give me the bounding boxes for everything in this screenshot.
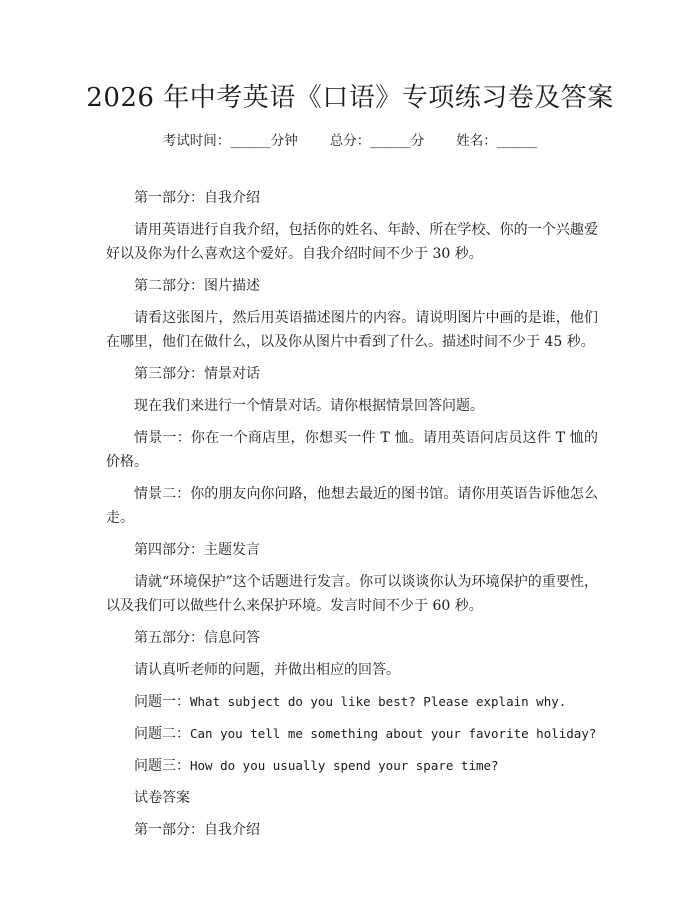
answers-heading: 试卷答案 <box>134 790 190 806</box>
part2-heading: 第二部分：图片描述 <box>134 278 260 294</box>
name-blank: ______ <box>496 133 538 149</box>
part4-text: 请就“环境保护”这个话题进行发言。你可以谈谈你认为环境保护的重要性，以及我们可以做些什么来保护环境。发言时间不少于 60 秒。 <box>106 574 598 614</box>
part2-text: 请看这张图片，然后用英语描述图片的内容。请说明图片中画的是谁，他们在哪里，他们在做什么，以及你从图片中看到了什么。描述时间不少于 45 秒。 <box>106 310 598 350</box>
name-label: 姓名： <box>456 133 497 149</box>
question-3-text: How do you usually spend your spare time? <box>190 758 499 773</box>
score-label: 总分： <box>329 133 371 149</box>
question-2 <box>106 722 598 746</box>
part3-scenario-1: 情景一：你在一个商店里，你想买一件 T 恤。请用英语问店员这件 T 恤的价格。 <box>106 430 598 470</box>
part3-intro: 现在我们来进行一个情景对话。请你根据情景回答问题。 <box>134 398 484 414</box>
question-3-label: 问题三： <box>134 758 190 774</box>
part4-heading: 第四部分：主题发言 <box>134 542 260 558</box>
part1-heading: 第一部分：自我介绍 <box>134 190 260 206</box>
score-blank: ______ <box>370 133 411 149</box>
part3-heading: 第三部分：情景对话 <box>134 366 260 382</box>
part3-scenario-2: 情景二：你的朋友向你问路，他想去最近的图书馆。请你用英语告诉他怎么走。 <box>106 486 598 526</box>
question-1 <box>106 690 598 714</box>
question-2-label: 问题二： <box>134 726 190 742</box>
exam-info-line <box>0 131 700 151</box>
question-1-text: What subject do you like best? Please explain why. <box>190 694 567 709</box>
score-unit: 分 <box>410 133 425 149</box>
answers-part1-heading: 第一部分：自我介绍 <box>134 822 260 838</box>
question-3 <box>106 754 598 778</box>
time-label: 考试时间： <box>162 133 231 149</box>
part5-intro: 请认真听老师的问题，并做出相应的回答。 <box>134 662 400 678</box>
question-1-label: 问题一： <box>134 694 190 710</box>
document-body <box>106 186 598 850</box>
time-unit: 分钟 <box>270 133 298 149</box>
part5-heading: 第五部分：信息问答 <box>134 630 260 646</box>
part1-text: 请用英语进行自我介绍，包括你的姓名、年龄、所在学校、你的一个兴趣爱好以及你为什么喜欢这个爱好。自我介绍时间不少于 30 秒。 <box>106 222 598 262</box>
page-title: 2026 年中考英语《口语》专项练习卷及答案 <box>86 83 614 113</box>
question-2-text: Can you tell me something about your favorite holiday? <box>190 726 597 741</box>
time-blank: ______ <box>230 133 271 149</box>
